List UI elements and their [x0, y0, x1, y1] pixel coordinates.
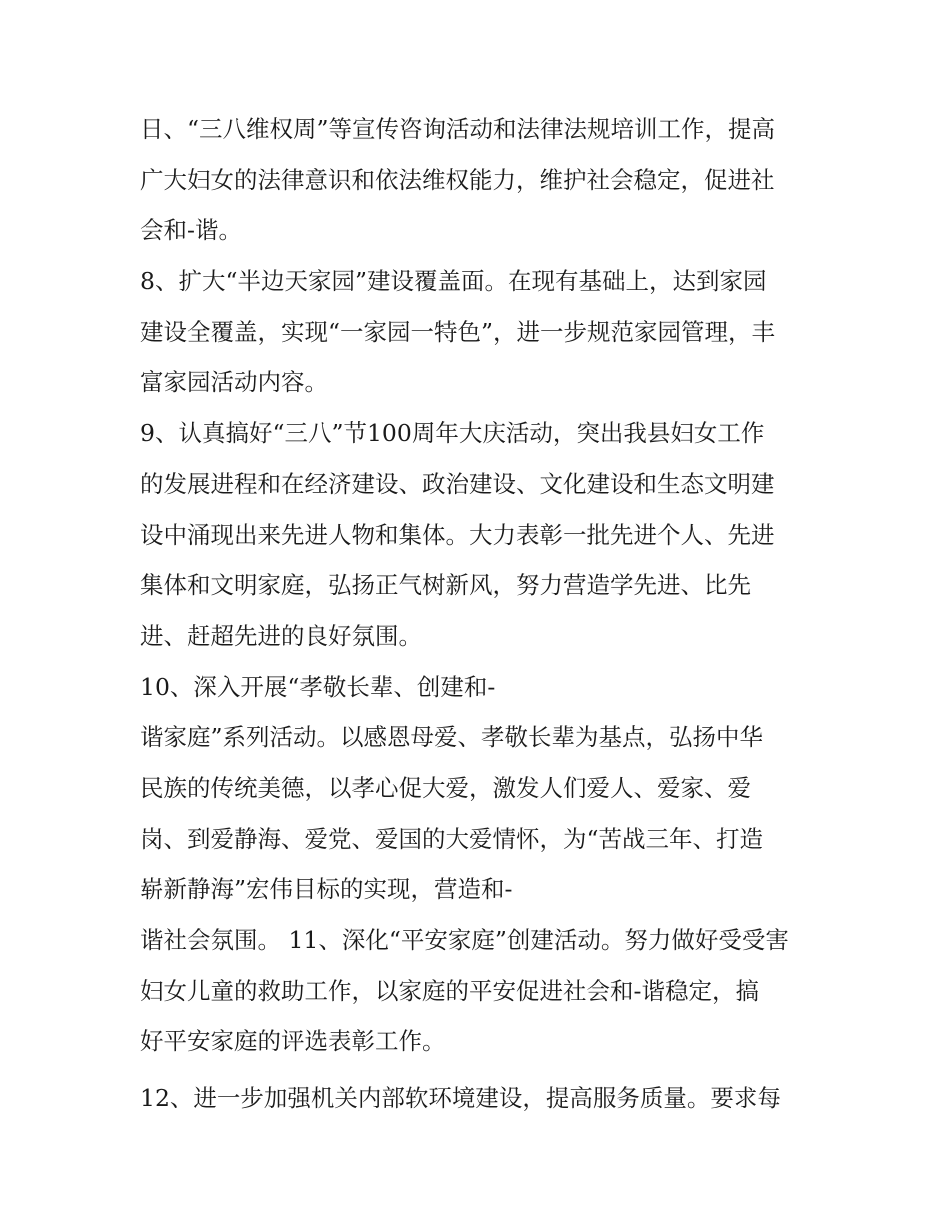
text-line: 的发展进程和在经济建设、政治建设、文化建设和生态文明建 — [140, 469, 775, 498]
text-line: 日、“三八维权周”等宣传咨询活动和法律法规培训工作，提高 — [140, 115, 776, 143]
text-line: 9、认真搞好“三八”节100周年大庆活动，突出我县妇女工作 — [140, 419, 765, 448]
text-line: 岗、到爱静海、爱党、爱国的大爱情怀，为“苦战三年、打造 — [140, 824, 764, 853]
text-line: 民族的传统美德，以孝心促大爱，激发人们爱人、爱家、爱 — [140, 773, 751, 802]
text-line: 10、深入开展“孝敬长辈、创建和- — [140, 672, 496, 701]
text-line: 会和-谐。 — [140, 216, 242, 245]
text-line: 谐家庭”系列活动。以感恩母爱、孝敬长辈为基点，弘扬中华 — [140, 723, 764, 752]
text-line: 好平安家庭的评选表彰工作。 — [140, 1027, 446, 1056]
text-line: 进、赶超先进的良好氛围。 — [140, 621, 422, 650]
body-text — [140, 104, 820, 1124]
text-line: 广大妇女的法律意识和依法维权能力，维护社会稳定，促进社 — [140, 165, 775, 194]
text-line: 12、进一步加强机关内部软环境建设，提高服务质量。要求每 — [140, 1084, 781, 1113]
text-line: 崭新静海”宏伟目标的实现，营造和- — [140, 875, 513, 904]
text-line: 8、扩大“半边天家园”建设覆盖面。在现有基础上，达到家园 — [140, 267, 767, 296]
text-line: 谐社会氛围。 11、深化“平安家庭”创建活动。努力做好受受害 — [140, 926, 789, 954]
text-line: 富家园活动内容。 — [140, 368, 328, 397]
text-line: 妇女儿童的救助工作，以家庭的平安促进社会和-谐稳定，搞 — [140, 976, 759, 1005]
text-line: 建设全覆盖，实现“一家园一特色”，进一步规范家园管理，丰 — [140, 317, 776, 346]
text-line: 集体和文明家庭，弘扬正气树新风，努力营造学先进、比先 — [140, 571, 751, 600]
text-line: 设中涌现出来先进人物和集体。大力表彰一批先进个人、先进 — [140, 520, 775, 549]
